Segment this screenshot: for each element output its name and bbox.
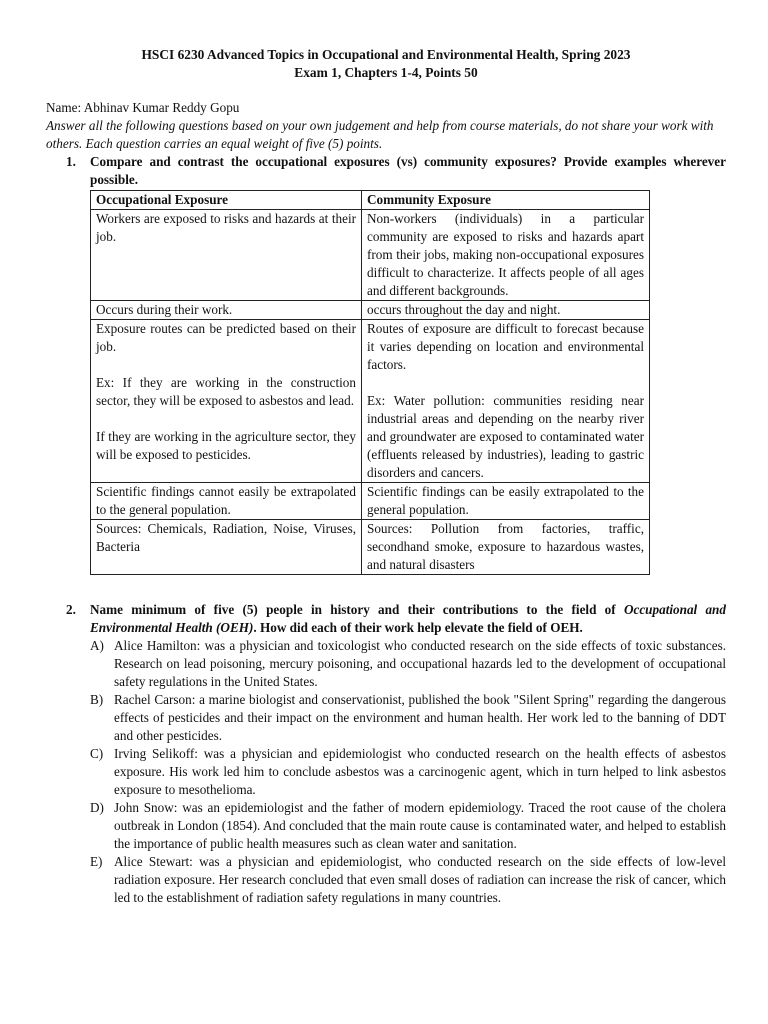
community-cell	[362, 483, 650, 520]
question-text	[90, 601, 726, 637]
table-row	[91, 520, 650, 575]
exam-subtitle: Exam 1, Chapters 1-4, Points 50	[294, 65, 478, 80]
cell-text: Ex: Water pollution: communities residing near industrial areas and depending on the nearby river and groundwater are exposed to contaminated water (effluents released by industries), leading to gastric disorders and cancers.	[367, 393, 644, 480]
answer-text: Alice Stewart: was a physician and epidemiologist, who conducted research on the side effects of low-level radiation exposure. Her research concluded that even small doses of radiation can increase the risk of cancer, which led to the establishment of radiation safety regulations in many countries.	[114, 854, 726, 905]
question-text-part: . How did each of their work help elevate the field of OEH.	[253, 620, 583, 635]
list-item	[90, 745, 726, 799]
exam-page	[46, 46, 726, 907]
cell-text: Sources: Pollution from factories, traffic, secondhand smoke, exposure to hazardous wastes, and natural disasters	[367, 521, 644, 572]
header-occupational: Occupational Exposure	[91, 191, 362, 210]
table-row	[91, 301, 650, 320]
list-item	[90, 799, 726, 853]
answer-letter: C)	[90, 746, 104, 761]
table-row	[91, 483, 650, 520]
question-number: 1.	[66, 154, 76, 169]
table-row	[91, 210, 650, 301]
student-name: Name: Abhinav Kumar Reddy Gopu	[46, 100, 240, 115]
list-item	[90, 691, 726, 745]
answer-text: Rachel Carson: a marine biologist and conservationist, published the book "Silent Spring" regarding the dangerous effects of pesticides and their impact on the environment and human health. Her work led to the banning of DDT and other pesticides.	[114, 692, 726, 743]
question-text: Compare and contrast the occupational exposures (vs) community exposures? Provide examples wherever possible.	[90, 154, 726, 187]
answer-text: John Snow: was an epidemiologist and the father of modern epidemiology. Traced the root cause of the cholera outbreak in London (1854). And concluded that the main route cause is contaminated water, and helped to establish the importance of public health measures such as clean water and sanitation.	[114, 800, 726, 851]
question-1	[46, 153, 726, 189]
answer-list	[90, 637, 726, 907]
community-cell	[362, 320, 650, 483]
list-item	[90, 637, 726, 691]
occupational-cell	[91, 210, 362, 301]
list-item	[90, 853, 726, 907]
cell-text: Scientific findings can be easily extrapolated to the general population.	[367, 484, 644, 517]
cell-text: occurs throughout the day and night.	[367, 302, 561, 317]
answer-letter: E)	[90, 854, 103, 869]
instructions: Answer all the following questions based on your own judgement and help from course materials, do not share your work with others. Each question carries an equal weight of five (5) points.	[46, 118, 714, 151]
comparison-table	[90, 190, 650, 575]
occupational-cell	[91, 483, 362, 520]
occupational-cell	[91, 301, 362, 320]
cell-text: Scientific findings cannot easily be extrapolated to the general population.	[96, 484, 356, 517]
cell-text: Exposure routes can be predicted based on their job.	[96, 321, 356, 354]
community-cell	[362, 210, 650, 301]
cell-text: If they are working in the agriculture sector, they will be exposed to pesticides.	[96, 429, 356, 462]
cell-text: Workers are exposed to risks and hazards at their job.	[96, 211, 356, 244]
cell-text: Ex: If they are working in the construction sector, they will be exposed to asbestos and lead.	[96, 375, 356, 408]
cell-text: Non-workers (individuals) in a particular community are exposed to risks and hazards apart from their jobs, making non-occupational exposures difficult to characterize. It affects people of all ages and different backgrounds.	[367, 211, 644, 298]
answer-letter: D)	[90, 800, 104, 815]
answer-text: Alice Hamilton: was a physician and toxicologist who conducted research on the side effects of toxic substances. Research on lead poisoning, mercury poisoning, and occupational hazards led to the development of occupational safety regulations in the United States.	[114, 638, 726, 689]
question-number: 2.	[66, 602, 76, 617]
table-row	[91, 320, 650, 483]
cell-text: Sources: Chemicals, Radiation, Noise, Viruses, Bacteria	[96, 521, 356, 554]
answer-letter: A)	[90, 638, 104, 653]
answer-text: Irving Selikoff: was a physician and epidemiologist who conducted research on the health effects of asbestos exposure. His work led him to conclude asbestos was a carcinogenic agent, which in turn helped to link asbestos exposure to mesothelioma.	[114, 746, 726, 797]
occupational-cell	[91, 520, 362, 575]
occupational-cell	[91, 320, 362, 483]
header-community: Community Exposure	[362, 191, 650, 210]
table-header-row	[91, 191, 650, 210]
cell-text: Routes of exposure are difficult to forecast because it varies depending on location and environmental factors.	[367, 321, 644, 372]
community-cell	[362, 520, 650, 575]
question-text-italic: Occupational and Environmental Health (OEH)	[90, 602, 726, 635]
question-text-part: Name minimum of five (5) people in history and their contributions to the field of	[90, 602, 624, 617]
cell-text: Occurs during their work.	[96, 302, 233, 317]
course-title: HSCI 6230 Advanced Topics in Occupational and Environmental Health, Spring 2023	[141, 47, 631, 62]
answer-letter: B)	[90, 692, 104, 707]
community-cell	[362, 301, 650, 320]
question-2	[46, 601, 726, 637]
